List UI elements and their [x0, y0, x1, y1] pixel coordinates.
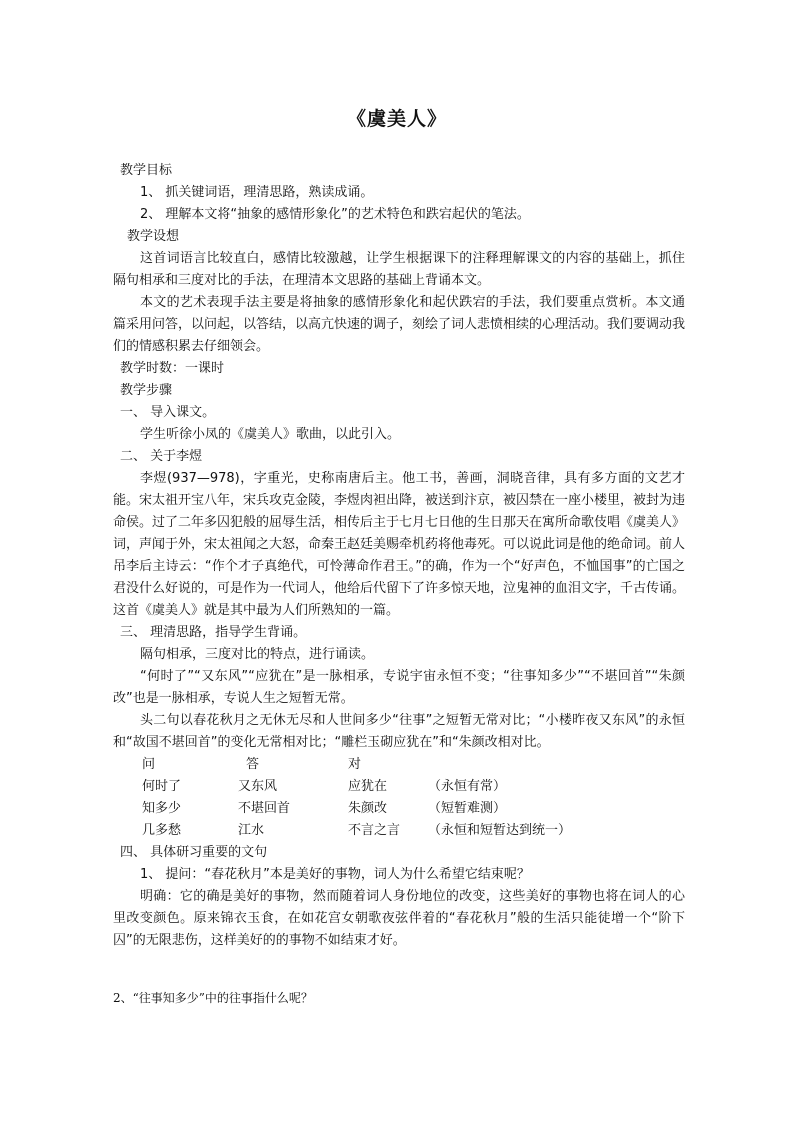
- table-row: [113, 820, 685, 842]
- table-cell: 知多少: [142, 801, 182, 816]
- table-header-cell: 问: [142, 757, 156, 772]
- table-cell: （短暂难测）: [428, 801, 507, 816]
- table-cell: 朱颜改: [348, 801, 388, 816]
- step-1-text: 学生听徐小凤的《虞美人》歌曲，以此引入。: [140, 427, 401, 442]
- question-2: 2、“往事知多少”中的往事指什么呢？: [113, 991, 313, 1005]
- table-row: [113, 798, 685, 820]
- step-3-text-2: “何时了”“又东风”“应犹在”是一脉相承，专说宇宙永恒不变；“往事知多少”“不堪回首”“朱颜改”也是一脉相承，专说人生之短暂无常。: [113, 669, 685, 706]
- step-3-heading: 三、 理清思路，指导学生背诵。: [120, 625, 307, 640]
- table-cell: 几多愁: [142, 823, 182, 838]
- question-1: 1、 提问：“春花秋月”本是美好的事物，词人为什么希望它结束呢？: [140, 867, 530, 882]
- table-row: [113, 776, 685, 798]
- goal-item-1: 1、 抓关键词语，理清思路，熟读成诵。: [140, 185, 374, 200]
- step-3-text-1: 隔句相承，三度对比的特点，进行诵读。: [140, 647, 375, 662]
- step-1-heading: 一、 导入课文。: [120, 405, 216, 420]
- step-4-heading: 四、 具体研习重要的文句: [120, 845, 268, 860]
- contrast-table: [113, 754, 685, 842]
- table-cell: 不堪回首: [238, 801, 291, 816]
- document-body: [113, 160, 685, 952]
- step-2-heading: 二、 关于李煜: [120, 449, 203, 464]
- table-cell: 又东风: [238, 779, 278, 794]
- table-cell: 应犹在: [348, 779, 388, 794]
- step-3-text-3: 头二句以春花秋月之无休无尽和人世间多少“往事”之短暂无常对比；“小楼昨夜又东风”的永恒和“故国不堪回首”的变化无常相对比；“雕栏玉砌应犹在”和“朱颜改相对比。: [113, 713, 685, 750]
- table-header-cell: 对: [348, 757, 362, 772]
- step-2-text: 李煜(937—978)，字重光，史称南唐后主。他工书，善画，洞晓音律，具有多方面的文艺才能。宋太祖开宝八年，宋兵攻克金陵，李煜肉袒出降，被送到汴京，被囚禁在一座小楼里，被封为违命侯。过了二年多囚犯般的屈辱生活，相传后主于七月七日他的生日那天在寓所命歌伎唱《虞美人》词，声闻于外，宋太祖闻之大怒，命秦王赵廷美赐牵机药将他毒死。可以说此词是他的绝命词。前人吊李后主诗云：“作个才子真绝代，可怜薄命作君王。”的确，作为一个“好声色，不恤国事”的亡国之君没什么好说的，可是作为一代词人，他给后代留下了许多惊天地，泣鬼神的血泪文字，千古传诵。这首《虞美人》就是其中最为人们所熟知的一篇。: [113, 471, 686, 618]
- answer-1: 明确：它的确是美好的事物，然而随着词人身份地位的改变，这些美好的事物也将在词人的心里改变颜色。原来锦衣玉食，在如花宫女朝歌夜弦伴着的“春花秋月”般的生活只能徒增一个“阶下囚”的无限悲伤，这样美好的的事物不如结束才好。: [113, 889, 685, 948]
- table-cell: （永恒和短暂达到统一）: [428, 823, 572, 838]
- table-cell: 江水: [238, 823, 265, 838]
- table-cell: 何时了: [142, 779, 182, 794]
- heading-teaching-goals: 教学目标: [120, 163, 173, 178]
- table-cell: 不言之言: [348, 823, 401, 838]
- goal-item-2: 2、 理解本文将“抽象的感情形象化”的艺术特色和跌宕起伏的笔法。: [140, 207, 530, 222]
- table-cell: （永恒有常）: [428, 779, 507, 794]
- plan-paragraph-1: 这首词语言比较直白，感情比较激越，让学生根据课下的注释理解课文的内容的基础上，抓住隔句相承和三度对比的手法，在理清本文思路的基础上背诵本文。: [113, 251, 685, 288]
- table-header-cell: 答: [246, 757, 260, 772]
- table-header-row: [113, 754, 685, 776]
- document-title: 《虞美人》: [346, 108, 447, 130]
- heading-teaching-steps: 教学步骤: [120, 383, 173, 398]
- plan-paragraph-2: 本文的艺术表现手法主要是将抽象的感情形象化和起伏跌宕的手法，我们要重点赏析。本文通篇采用问答，以问起，以答结，以高亢快速的调子，刻绘了词人悲愤相续的心理活动。我们要调动我们的情感积累去仔细领会。: [113, 295, 686, 354]
- heading-teaching-plan: 教学设想: [127, 229, 180, 244]
- teaching-hours: 教学时数：一课时: [120, 361, 225, 376]
